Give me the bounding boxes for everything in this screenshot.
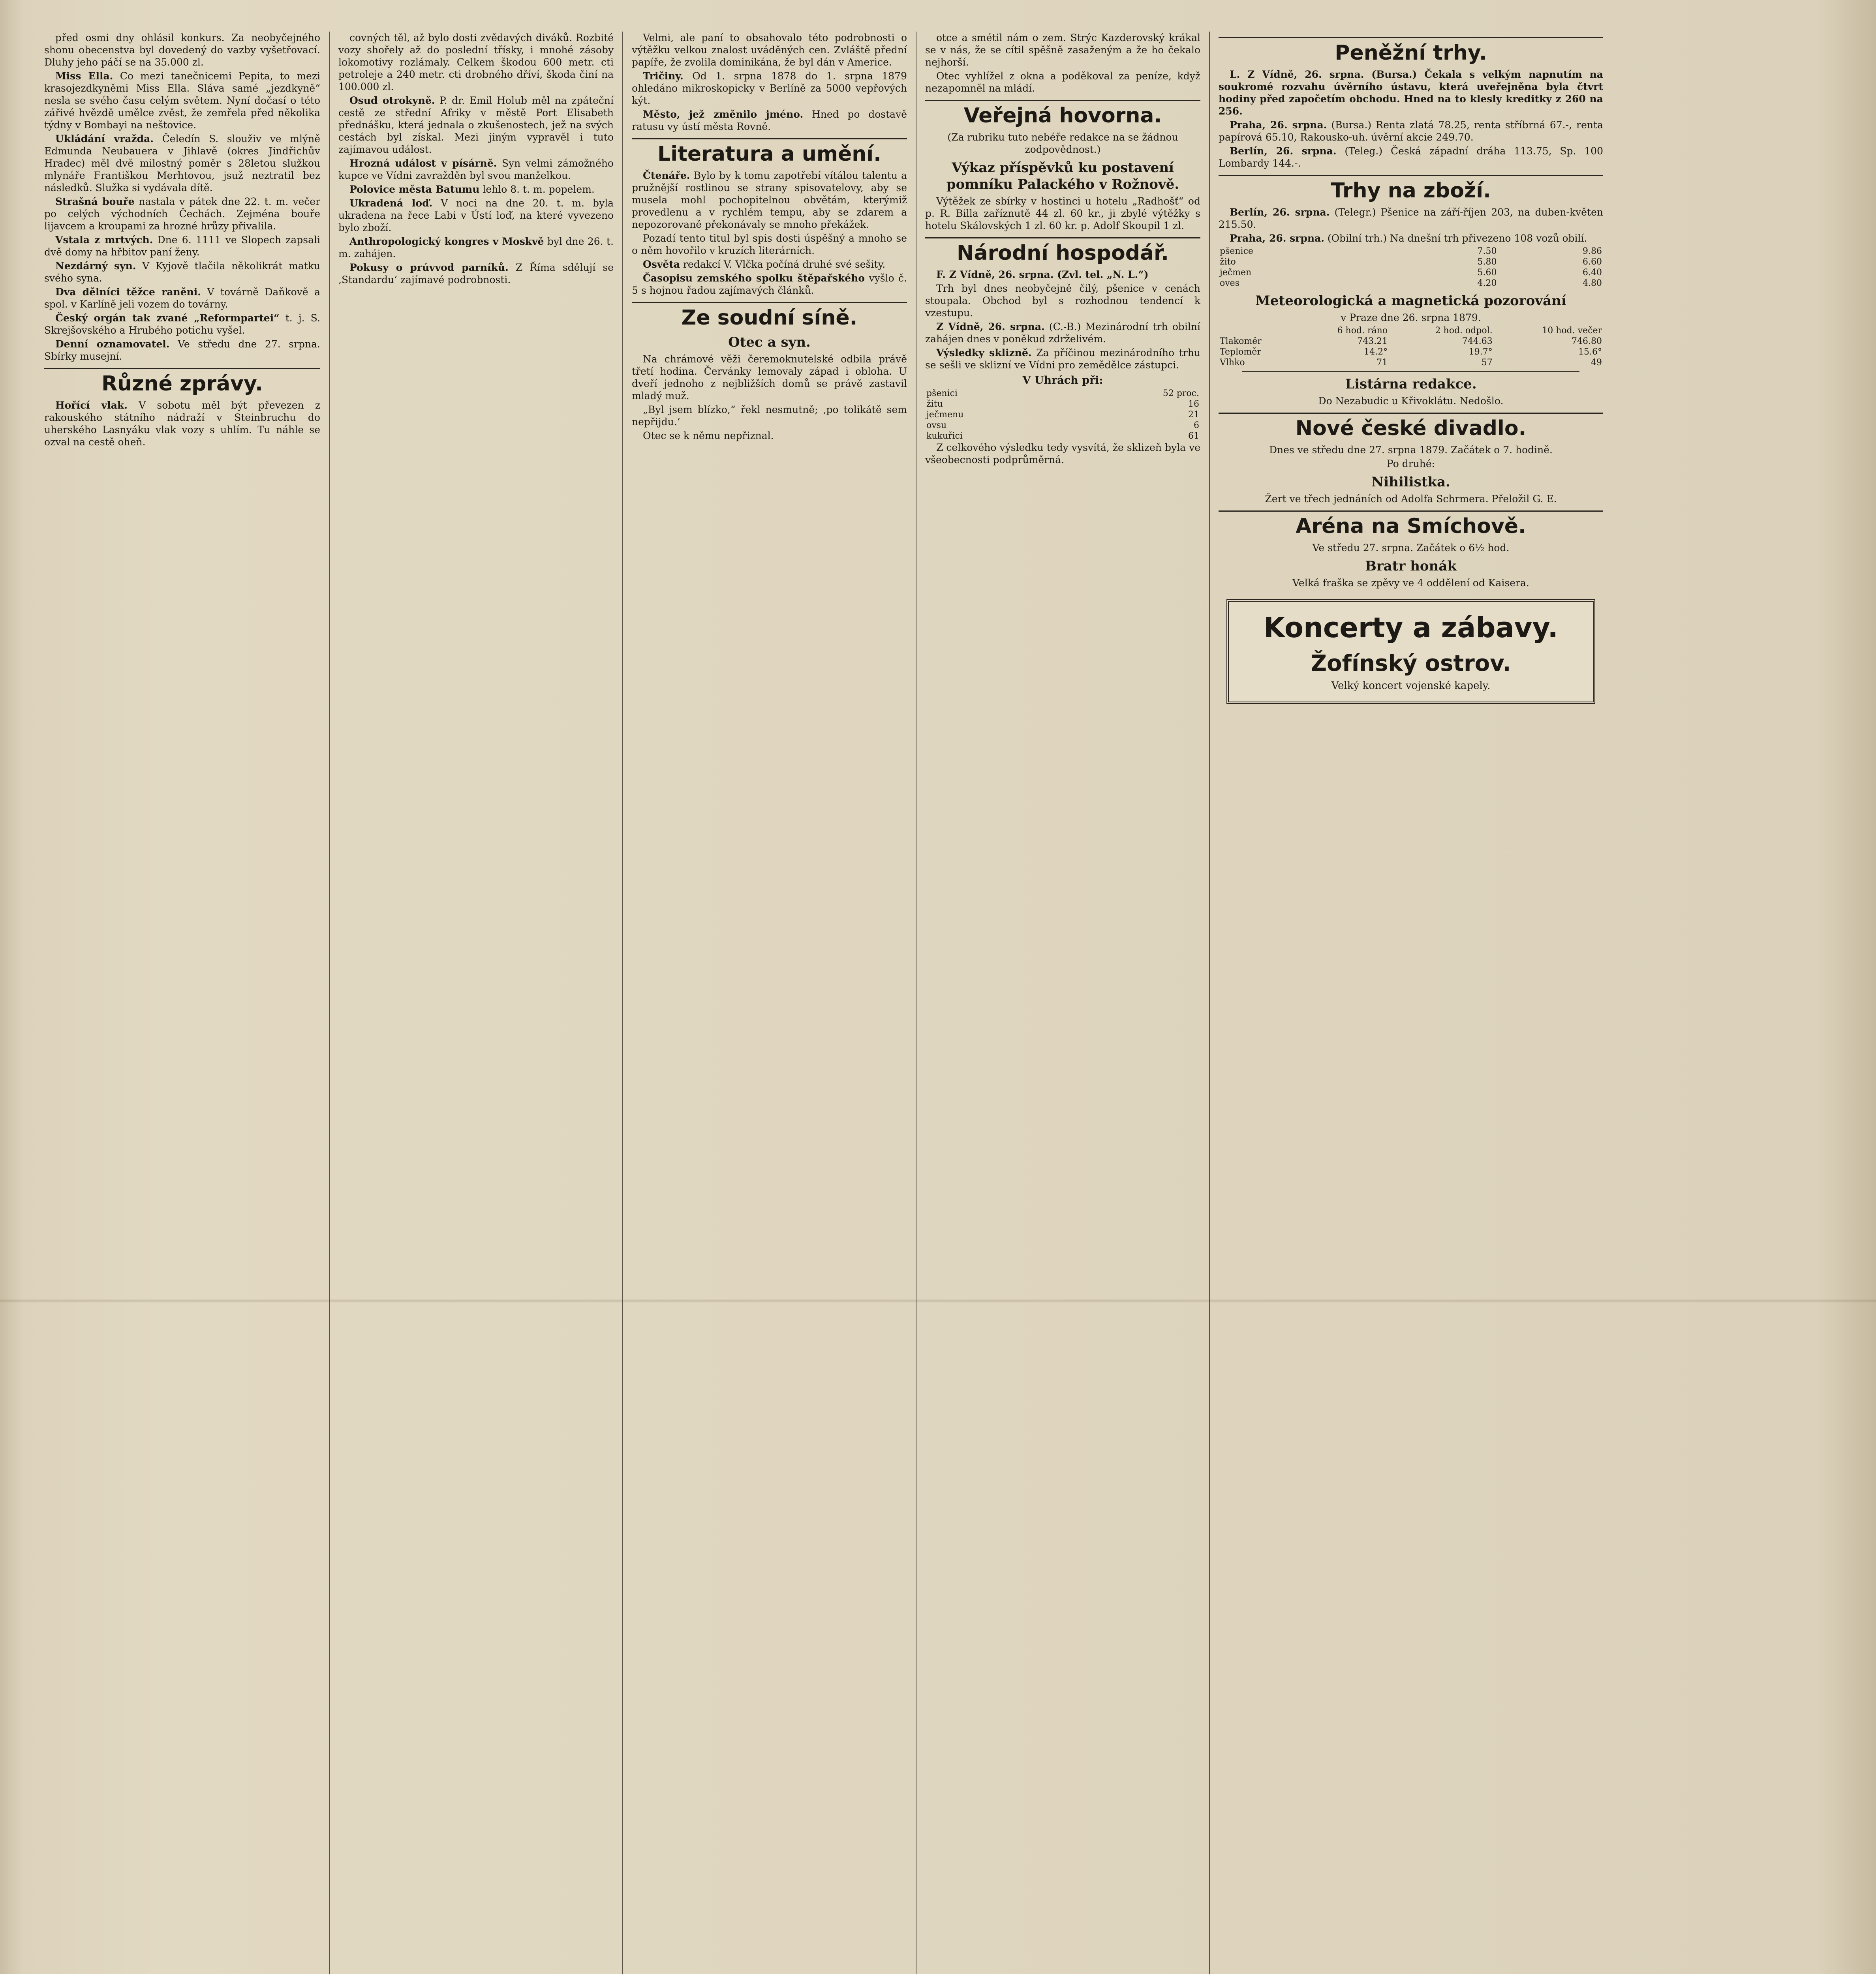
table-header-cell: 6 hod. ráno	[1337, 326, 1388, 336]
article-heading: Čtenáře.	[643, 170, 690, 181]
table-row	[925, 431, 1200, 441]
column-4	[916, 32, 1209, 1974]
article-body: t. j. S. Skrejšovského a Hrubého potichu vyšel.	[44, 312, 320, 336]
ad-subtitle: Žofínský ostrov.	[1311, 651, 1511, 676]
article-body: Bylo by k tomu zapotřebí vítálou talentu a pružnější rostlinou se strany spisovatelovy, aby se musela mohl pochopitelnou obvětám, kterýmiž provedlenu a v rychlém tempu, aby se zdarem a nepozorovaně překonávaly se mnoho překážek.	[632, 170, 907, 230]
article-heading: Praha, 26. srpna.	[1230, 119, 1327, 131]
article-body: V noci na dne 20. t. m. byla ukradena na řece Labi v Ústí loď, na které vyvezeno bylo zboží.	[338, 197, 614, 233]
table-cell: ovsu	[926, 420, 947, 430]
article-heading: Nezdárný syn.	[55, 260, 136, 272]
section-heading-arena: Aréna na Smíchově.	[1219, 510, 1603, 539]
article-body: Otec vyhlížel z okna a poděkoval za peníze, když nezapomněl na mládí.	[925, 70, 1200, 94]
article-body: redakcí V. Vlčka počíná druhé své sešity.	[683, 259, 886, 270]
table-cell: 746.80	[1572, 336, 1602, 346]
article-heading: Český orgán tak zvané „Reformpartei“	[55, 312, 280, 324]
table-cell: oves	[1220, 278, 1239, 288]
table-cell: 4.80	[1583, 278, 1602, 288]
article-body: V sobotu měl být převezen z rakouského státního nádraží v Steinbruchu do uherského Lasnyáku vlak vozy s uhlím. Tu náhle se ozval na cestě oheň.	[44, 400, 320, 448]
article-heading: Dva dělníci těžce raněni.	[55, 286, 201, 298]
article-heading: Z Vídně, 26. srpna.	[936, 321, 1045, 332]
table-cell: Vlhko	[1220, 358, 1245, 368]
article-body: Pozadí tento titul byl spis dosti úspěšný a mnoho se o něm hovořilo v kruzích literárních.	[632, 233, 907, 256]
table-cell: Tlakoměr	[1220, 336, 1262, 346]
grain-price-table	[1219, 246, 1603, 289]
table-row	[925, 420, 1200, 431]
table-row	[1219, 246, 1603, 257]
harvest-table	[925, 388, 1200, 441]
article-body: (C.-B.) Mezinárodní trh obilní zahájen dnes v poněkud zdrželivém.	[925, 321, 1200, 345]
table-row	[1219, 278, 1603, 289]
section-heading-new-theatre: Nové české divadlo.	[1219, 413, 1603, 441]
section-heading: Různé zprávy.	[44, 368, 320, 396]
meteorology-subtitle: v Praze dne 26. srpna 1879.	[1341, 312, 1481, 323]
play-description: Žert ve třech jednáních od Adolfa Schrmera. Přeložil G. E.	[1265, 493, 1557, 505]
article-heading: Denní oznamovatel.	[55, 338, 170, 350]
table-cell: 71	[1376, 358, 1388, 368]
table-row	[925, 399, 1200, 409]
section-heading-meteorology: Meteorologická a magnetická pozorování	[1255, 293, 1566, 309]
table-cell: 5.80	[1477, 257, 1497, 267]
article-heading: Vstala z mrtvých.	[55, 234, 153, 246]
table-cell: kukuřici	[926, 431, 963, 441]
article-heading: Strašná bouře	[55, 196, 135, 207]
article-heading: Osvěta	[643, 259, 680, 270]
table-row	[1219, 347, 1603, 357]
article-body: Dne 6. 1111 ve Slopech zapsali dvě domy na hřbitov paní ženy.	[44, 234, 320, 258]
article-body: Co mezi tanečnicemi Pepita, to mezi krasojezdkyněmi Miss Ella. Sláva samé „jezdkyně“ nesla se svého času celým světem. Nyní dočasí o této zářivé hvězdě umělce zvěst, že zemřela před několika týdny v Bombayi na neštovice.	[44, 70, 320, 131]
table-cell: pšenice	[1220, 246, 1253, 256]
section-heading-money-markets: Peněžní trhy.	[1219, 37, 1603, 65]
table-header-cell: 2 hod. odpol.	[1435, 326, 1493, 336]
play-description: Velká fraška se zpěvy ve 4 oddělení od Kaisera.	[1292, 577, 1529, 589]
article-heading: Město, jež změnilo jméno.	[643, 109, 804, 120]
letters-body: Do Nezabudic u Křivoklátu. Nedošlo.	[1318, 395, 1504, 407]
article-heading: Berlín, 26. srpna.	[1230, 206, 1330, 218]
divider	[1242, 371, 1579, 372]
table-header-cell: 10 hod. večer	[1542, 326, 1602, 336]
article-heading: Polovice města Batumu	[349, 184, 480, 195]
table-row	[1219, 267, 1603, 278]
table-cell: žito	[1220, 257, 1236, 267]
section-heading-public-forum: Veřejná hovorna.	[925, 100, 1200, 128]
article-body: (Obilní trh.) Na dnešní trh přivezeno 108 vozů obilí.	[1327, 233, 1587, 244]
section-heading-letters: Listárna redakce.	[1345, 376, 1477, 392]
table-caption: V Uhrách při:	[1022, 374, 1103, 387]
table-cell: 21	[1188, 410, 1199, 420]
article-body: (Teleg.) Česká západní dráha 113.75, Sp. 100 Lombardy 144.-.	[1219, 145, 1603, 169]
article-body: (Bursa.) Renta zlatá 78.25, renta stříbrná 67.-, renta papírová 65.10, Rakousko-uh. úvěrní akcie 249.70.	[1219, 119, 1603, 143]
table-cell: 744.63	[1462, 336, 1493, 346]
table-cell: 52 proc.	[1162, 388, 1199, 398]
article-body: V Kyjově tlačila několikrát matku svého syna.	[44, 260, 320, 284]
article-body: Z celkového výsledku tedy vysvítá, že sklizeň byla ve všeobecnosti podprůměrná.	[925, 442, 1200, 465]
article-body: otce a smétil nám o zem. Strýc Kazderovský krákal se v nás, že se cítil spěšně zasaženým a že ho čekalo nejhorší.	[925, 32, 1200, 68]
table-cell: 49	[1591, 358, 1602, 368]
table-cell: ječmenu	[926, 410, 964, 420]
article-body: Za příčinou mezinárodního trhu se sešli ve sklizní ve Vídni pro zemědělce zástupci.	[925, 347, 1201, 371]
article-body: Čeledín S. slouživ ve mlýně Edmunda Neubauera v Jihlavě (okres Jindřichův Hradec) měl dvě milostný poměr s 28letou služkou mlynáře Františkou Merhtovou, jsuž neztratil bez následků. Služka si vydávala dítě.	[44, 133, 320, 193]
article-body: nastala v pátek dne 22. t. m. večer po celých východních Čechách. Zejména bouře lijavcem a kroupami za hrozné hrůzy přivalila.	[44, 196, 320, 232]
play-title: Nihilistka.	[1371, 474, 1450, 490]
column-5	[1209, 32, 1612, 1974]
column-3	[622, 32, 916, 1974]
column-1	[36, 32, 329, 1974]
table-cell: 15.6°	[1578, 347, 1602, 357]
table-row	[925, 388, 1200, 399]
article-heading: Osud otrokyně.	[349, 95, 435, 106]
column-2	[329, 32, 622, 1974]
table-cell: 14.2°	[1364, 347, 1388, 357]
table-cell: 61	[1188, 431, 1199, 441]
table-row	[1219, 336, 1603, 347]
table-cell: 743.21	[1357, 336, 1388, 346]
article-heading: Pokusy o prúvvod parníků.	[349, 262, 509, 273]
table-row	[1219, 357, 1603, 368]
article-title: Výkaz příspěvků ku postavení pomníku Palackého v Rožnově.	[946, 160, 1179, 192]
article-heading: Miss Ella.	[55, 70, 113, 82]
play-label: Po druhé:	[1386, 458, 1435, 469]
page-columns	[36, 32, 1854, 1974]
article-body: Od 1. srpna 1878 do 1. srpna 1879 ohledáno mikroskopicky v Berlíně za 5000 vepřových kýt.	[632, 70, 907, 106]
table-cell: 19.7°	[1469, 347, 1493, 357]
article-body: Hned po dostavě ratusu vy ústí města Rovně.	[632, 109, 907, 132]
table-cell: 4.20	[1477, 278, 1497, 288]
article-body: lehlo 8. t. m. popelem.	[483, 184, 595, 195]
table-cell: 57	[1481, 358, 1493, 368]
ad-title: Koncerty a zábavy.	[1263, 612, 1559, 644]
article-heading: Hrozná událost v písárně.	[349, 158, 497, 169]
article-heading: Anthropologický kongres v Moskvě	[349, 236, 544, 247]
table-cell: Teploměr	[1220, 347, 1261, 357]
table-cell: ječmen	[1220, 268, 1252, 278]
table-cell: 6.40	[1583, 268, 1602, 278]
article-heading: Praha, 26. srpna.	[1230, 233, 1324, 244]
article-body: Trh byl dnes neobyčejně čilý, pšenice v cenách stoupala. Obchod byl s rozhodnou tendencí k vzestupu.	[925, 283, 1200, 319]
editorial-note: (Za rubriku tuto nebéře redakce na se žádnou zodpovědnost.)	[947, 131, 1178, 155]
section-heading-court: Ze soudní síně.	[632, 302, 907, 330]
article-body: Otec se k němu nepřiznal.	[643, 430, 774, 441]
table-cell: 9.86	[1583, 246, 1602, 256]
table-cell: žitu	[926, 399, 943, 409]
article-heading: Tričiny.	[643, 70, 684, 82]
article-body: Ve středu dne 27. srpna. Sbírky musejní.	[44, 338, 320, 362]
ad-text: Velký koncert vojenské kapely.	[1331, 680, 1491, 692]
article-body: Velmi, ale paní to obsahovalo této podrobnosti o výtěžku velkou znalost uváděných cen. Zvláště přední papíře, že zvolila dominikána, že byl dán v Americe.	[632, 32, 907, 68]
table-cell: 16	[1188, 399, 1199, 409]
table-cell: 5.60	[1477, 268, 1497, 278]
article-heading: Výsledky sklizně.	[936, 347, 1032, 358]
section-heading-economy: Národní hospodář.	[925, 237, 1200, 265]
play-title: Bratr honák	[1365, 558, 1457, 574]
article-heading: Hořící vlak.	[55, 400, 128, 411]
meteorology-table	[1219, 325, 1603, 368]
article-body: Na chrámové věži čeremoknutelské odbila právě třetí hodina. Červánky lemovaly západ i obloha. U dveří jednoho z nejbližších domů se právě zastavil mladý muž.	[632, 353, 907, 402]
arena-date: Ve středu 27. srpna. Začátek o 6½ hod.	[1312, 542, 1510, 554]
concert-advertisement	[1226, 599, 1595, 704]
article-heading: Berlín, 26. srpna.	[1230, 145, 1337, 157]
table-cell: 6	[1194, 420, 1199, 430]
article-heading: Ukradená loď.	[349, 197, 433, 209]
article-title: Otec a syn.	[728, 334, 811, 350]
article-body: covných těl, až bylo dosti zvědavých diváků. Rozbité vozy shořely až do poslední třísky, i mnohé zásoby lokomotivy rozlámaly. Celkem škodou 600 metr. cti petroleje a 240 metr. cti drobného dříví, škoda činí na 100.000 zl.	[338, 32, 614, 92]
article-dateline: F. Z Vídně, 26. srpna. (Zvl. tel. „N. L.“)	[936, 269, 1149, 280]
section-heading-commodity-markets: Trhy na zboží.	[1219, 175, 1603, 203]
article-body: Z Říma sdělují se ‚Standardu‘ zajímavé podrobnosti.	[338, 262, 614, 285]
table-cell: 7.50	[1477, 246, 1497, 256]
article-body: (Telegr.) Pšenice na září-říjen 203, na duben-květen 215.50.	[1219, 206, 1603, 230]
table-cell: 6.60	[1583, 257, 1602, 267]
article-body: P. dr. Emil Holub měl na zpáteční cestě ze střední Afriky v městě Port Elisabeth přednášku, která jednala o zkušenostech, jež na svých cestách byl získal. Mezi jiným vypravěl i tuto zajímavou událost.	[338, 95, 614, 155]
col1-intro: před osmi dny ohlásil konkurs. Za neobyčejného shonu obecenstva byl dovedený do vazby vyšetřovací. Dluhy jeho páčí se na 35.000 zl.	[44, 32, 320, 68]
article-body: Syn velmi zámožného kupce ve Vídni zavražděn byl svou manželkou.	[338, 158, 614, 181]
theatre-date: Dnes ve středu dne 27. srpna 1879. Začátek o 7. hodině.	[1269, 444, 1553, 456]
article-body: L. Z Vídně, 26. srpna. (Bursa.) Čekala s velkým napnutím na soukromé rozvahu úvěrního ústavu, která uveřejněna byla čtvrt hodiny před započetím obchodu. Hned na to klesly kreditky z 260 na 256.	[1219, 69, 1603, 117]
article-body: vyšlo č. 5 s hojnou řadou zajímavých článků.	[632, 272, 907, 296]
table-cell: pšenici	[926, 388, 958, 398]
article-body: Výtěžek ze sbírky v hostinci u hotelu „Radhošť“ od p. R. Billa zaříznutě 44 zl. 60 kr., ji zbylé výtěžky s hotelu Skálovských 1 zl. 60 kr. p. Adolf Skoupil 1 zl.	[925, 195, 1200, 231]
table-row	[925, 409, 1200, 420]
section-heading-literature: Literatura a umění.	[632, 138, 907, 166]
table-row	[1219, 257, 1603, 267]
article-heading: Časopisu zemského spolku štěpařského	[643, 272, 865, 284]
article-body: byl dne 26. t. m. zahájen.	[338, 236, 614, 259]
article-heading: Ukládání vražda.	[55, 133, 154, 144]
article-body: „Byl jsem blízko,“ řekl nesmutně; ‚po tolikátě sem nepřijdu.‘	[632, 404, 907, 428]
article-body: V továrně Daňkově a spol. v Karlíně jeli vozem do továrny.	[44, 286, 320, 310]
